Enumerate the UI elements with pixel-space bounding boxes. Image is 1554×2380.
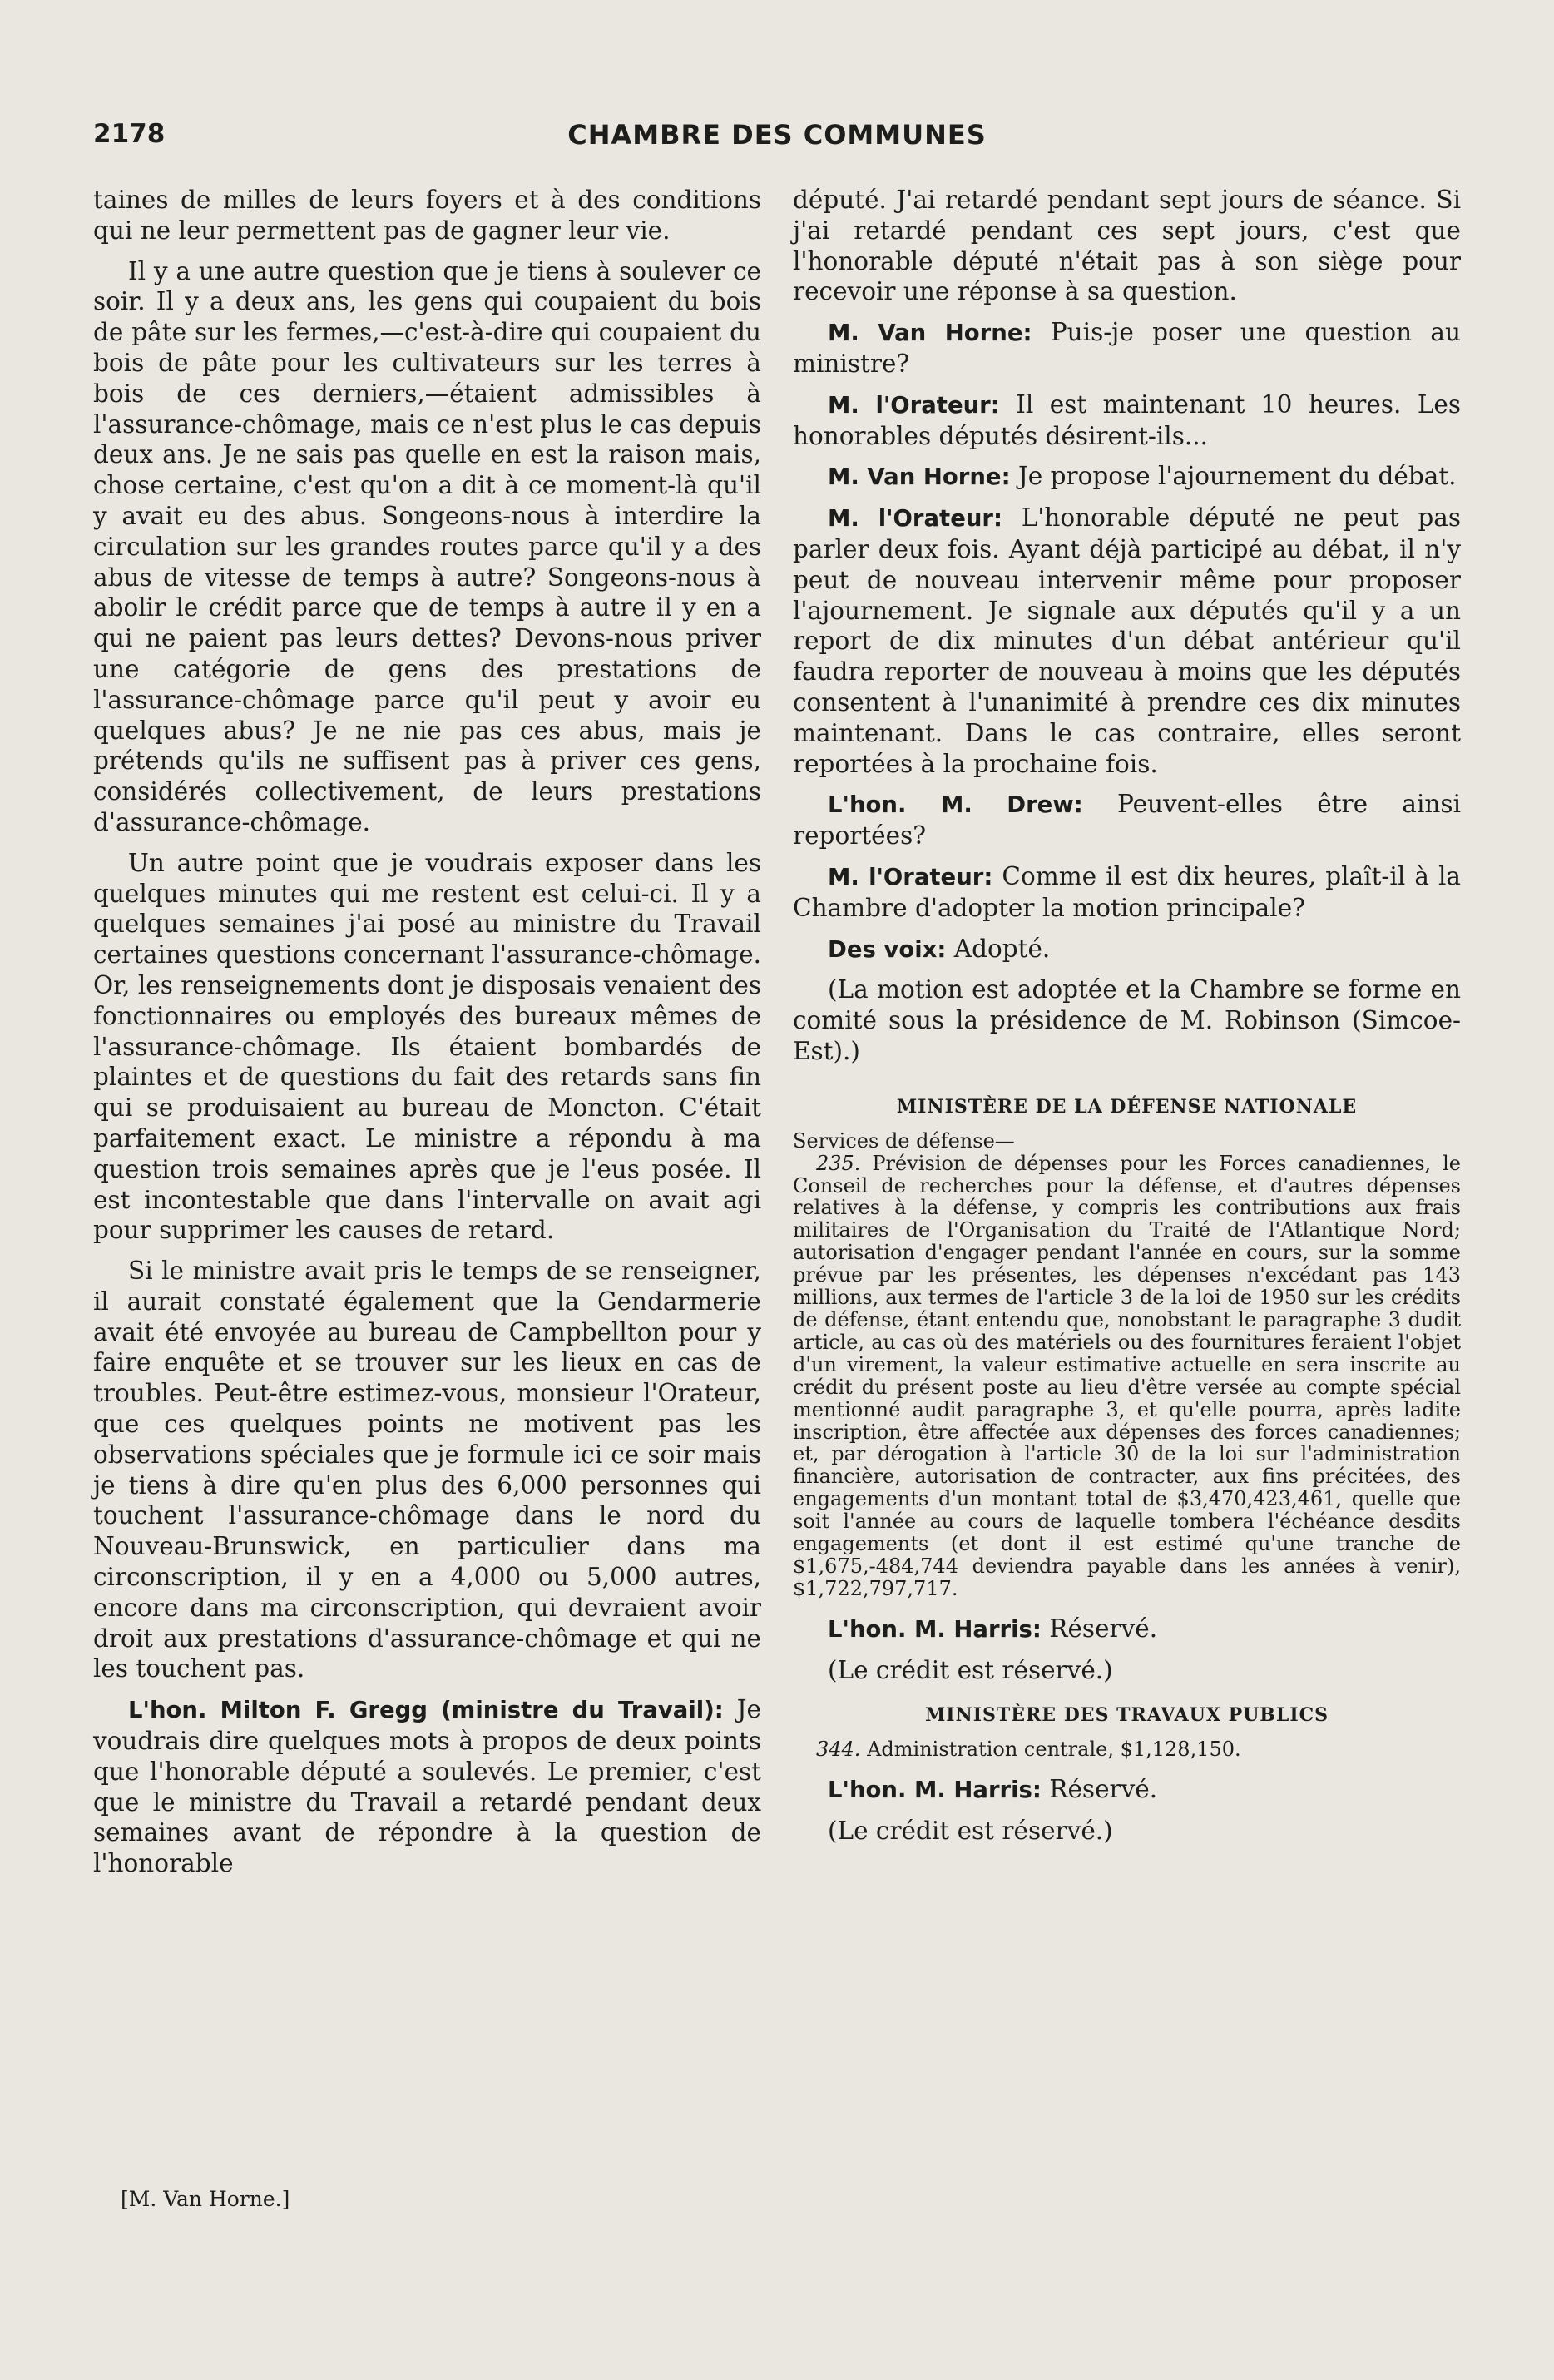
speech-text: Réservé. <box>1041 1775 1158 1804</box>
speech-text: Comme il est dix heures, plaît-il à la Chambre d'adopter la motion principale? <box>793 861 1461 922</box>
speaker-name: Des voix: <box>828 935 947 963</box>
speech-paragraph <box>793 503 1461 779</box>
paragraph: Un autre point que je voudrais exposer dans les quelques minutes qui me restent est celui-ci. Il y a quelques semaines j'ai posé au ministre du Travail certaines questions concernant l'assurance-chômage. Or, les renseignements dont je disposais venaient des fonctionnaires ou employés des bureaux mêmes de l'assurance-chômage. Ils étaient bombardés de plaintes et de questions du fait des retards sans fin qui se produisaient au bureau de Moncton. C'était parfaitement exact. Le ministre a répondu à ma question trois semaines après que je l'eus posée. Il est incontestable que dans l'intervalle on avait agi pour supprimer les causes de retard. <box>93 848 761 1245</box>
speech-paragraph <box>793 861 1461 924</box>
speech-text: Je voudrais dire quelques mots à propos de deux points que l'honorable député a soulevés. Le premier, c'est que le ministre du Travail a retardé pendant deux semaines avant de répondre à la question de l'honorable <box>93 1695 761 1878</box>
vote-text: Prévision de dépenses pour les Forces canadiennes, le Conseil de recherches pour la défense, et d'autres dépenses relatives à la défense, y compris les contributions aux frais militaires de l'Organisation du Traité de l'Atlantique Nord; autorisation d'engager pendant l'année en cours, sur la somme prévue par les présentes, les dépenses n'excédant pas 143 millions, aux termes de l'article 3 de la loi de 1950 sur les crédits de défense, étant entendu que, nonobstant le paragraphe 3 dudit article, au cas où des matériels ou des fournitures feraient l'objet d'un virement, la valeur estimative actuelle en sera inscrite au crédit du présent poste au lieu d'être versée au compte spécial mentionné audit paragraphe 3, et qu'elle pourra, après ladite inscription, être affectée aux dépenses des forces canadiennes; et, par dérogation à l'article 30 de la loi sur l'administration financière, autorisation de contracter, aux fins précitées, des engagements d'un montant total de $3,470,423,461, quelle que soit l'année au cours de laquelle tombera l'échéance desdits engagements (et dont il est estimé qu'une tranche de $1,675,-484,744 deviendra payable dans les années à venir), $1,722,797,717. <box>793 1151 1461 1600</box>
paragraph: Il y a une autre question que je tiens à soulever ce soir. Il y a deux ans, les gens qui coupaient du bois de pâte sur les fermes,—c'est-à-dire qui coupaient du bois de pâte pour les cultivateurs sur les terres à bois de ces derniers,—étaient admissibles à l'assurance-chômage, mais ce n'est plus le cas depuis deux ans. Je ne sais pas quelle en est la raison mais, chose certaine, c'est qu'on a dit à ce moment-là qu'il y avait eu des abus. Songeons-nous à interdire la circulation sur les grandes routes parce qu'il y a des abus de vitesse de temps à autre? Songeons-nous à abolir le crédit parce que de temps à autre il y en a qui ne paient pas leurs dettes? Devons-nous priver une catégorie de gens des prestations de l'assurance-chômage parce qu'il peut y avoir eu quelques abus? Je ne nie pas ces abus, mais je prétends qu'ils ne suffisent pas à priver ces gens, considérés collectivement, de leurs prestations d'assurance-chômage. <box>93 256 761 836</box>
speaker-name: L'hon. M. Harris: <box>828 1615 1042 1643</box>
speaker-name: L'hon. Milton F. Gregg (ministre du Travail): <box>128 1697 724 1724</box>
page-number: 2178 <box>93 119 166 149</box>
speech-paragraph <box>793 934 1461 965</box>
footer-note: [M. Van Horne.] <box>121 2187 290 2211</box>
section-subheading: Services de défense— <box>793 1128 1015 1153</box>
speaker-name: M. l'Orateur: <box>828 505 1002 533</box>
speech-text: Il est maintenant 10 heures. Les honorables députés désirent-ils... <box>793 389 1462 450</box>
left-column <box>93 185 761 1889</box>
speech-text: Peuvent-elles être ainsi reportées? <box>793 790 1462 850</box>
vote-number: 344. <box>816 1738 861 1762</box>
estimate-item <box>793 1130 1461 1600</box>
running-head: CHAMBRE DES COMMUNES <box>567 119 987 151</box>
speech-text: Réservé. <box>1041 1614 1158 1643</box>
speaker-name: L'hon. M. Drew: <box>828 791 1083 819</box>
paragraph: (Le crédit est réservé.) <box>828 1655 1113 1684</box>
speech-text: L'honorable député ne peut pas parler deux fois. Ayant déjà participé au débat, il n'y peut de nouveau intervenir même pour proposer l'ajournement. Je signale aux députés qu'il y a un report de dix minutes d'un débat antérieur qu'il faudra reporter de nouveau à moins que les députés consentent à l'unanimité à prendre ces dix minutes maintenant. Dans le cas contraire, elles seront reportées à la prochaine fois. <box>793 503 1462 778</box>
speaker-name: M. l'Orateur: <box>828 391 1000 419</box>
speech-paragraph <box>793 389 1461 452</box>
speech-paragraph <box>93 1694 761 1879</box>
speaker-name: L'hon. M. Harris: <box>828 1777 1042 1804</box>
speech-paragraph <box>793 1614 1461 1645</box>
vote-item-344 <box>793 1738 1461 1761</box>
speaker-name: M. Van Horne: <box>828 320 1032 347</box>
vote-item-235 <box>793 1153 1461 1600</box>
right-column <box>793 185 1461 1857</box>
speaker-name: M. l'Orateur: <box>828 863 993 890</box>
speech-paragraph <box>793 461 1461 493</box>
vote-text: Administration centrale, $1,128,150. <box>860 1738 1241 1762</box>
paragraph: (La motion est adoptée et la Chambre se forme en comité sous la présidence de M. Robinson (Simcoe-Est).) <box>793 975 1461 1065</box>
vote-number: 235. <box>816 1151 861 1175</box>
speech-text: Adopté. <box>946 934 1051 963</box>
section-heading: MINISTÈRE DES TRAVAUX PUBLICS <box>924 1704 1329 1727</box>
speaker-name: M. Van Horne: <box>828 464 1011 491</box>
paragraph: taines de milles de leurs foyers et à des conditions qui ne leur permettent pas de gagner leur vie. <box>93 186 761 245</box>
paragraph: (Le crédit est réservé.) <box>828 1817 1113 1846</box>
speech-paragraph <box>793 1774 1461 1806</box>
speech-text: Je propose l'ajournement du débat. <box>1010 462 1457 491</box>
speech-paragraph <box>793 317 1461 379</box>
section-heading: MINISTÈRE DE LA DÉFENSE NATIONALE <box>896 1095 1358 1118</box>
paragraph: Si le ministre avait pris le temps de se renseigner, il aurait constaté également que la Gendarmerie avait été envoyée au bureau de Campbellton pour y faire enquête et se trouver sur les lieux en cas de troubles. Peut-être estimez-vous, monsieur l'Orateur, que ces quelques points ne motivent pas les observations spéciales que je formule ici ce soir mais je tiens à dire qu'en plus des 6,000 personnes qui touchent l'assurance-chômage dans le nord du Nouveau-Brunswick, en particulier dans ma circonscription, il y en a 4,000 ou 5,000 autres, encore dans ma circonscription, qui devraient avoir droit aux prestations d'assurance-chômage et qui ne les touchent pas. <box>93 1257 761 1683</box>
speech-paragraph <box>793 789 1461 851</box>
estimate-item <box>793 1738 1461 1761</box>
speech-text: Puis-je poser une question au ministre? <box>793 318 1461 378</box>
paragraph: député. J'ai retardé pendant sept jours de séance. Si j'ai retardé pendant ces sept jours, c'est que l'honorable député n'était pas à son siège pour recevoir une réponse à sa question. <box>793 186 1461 306</box>
